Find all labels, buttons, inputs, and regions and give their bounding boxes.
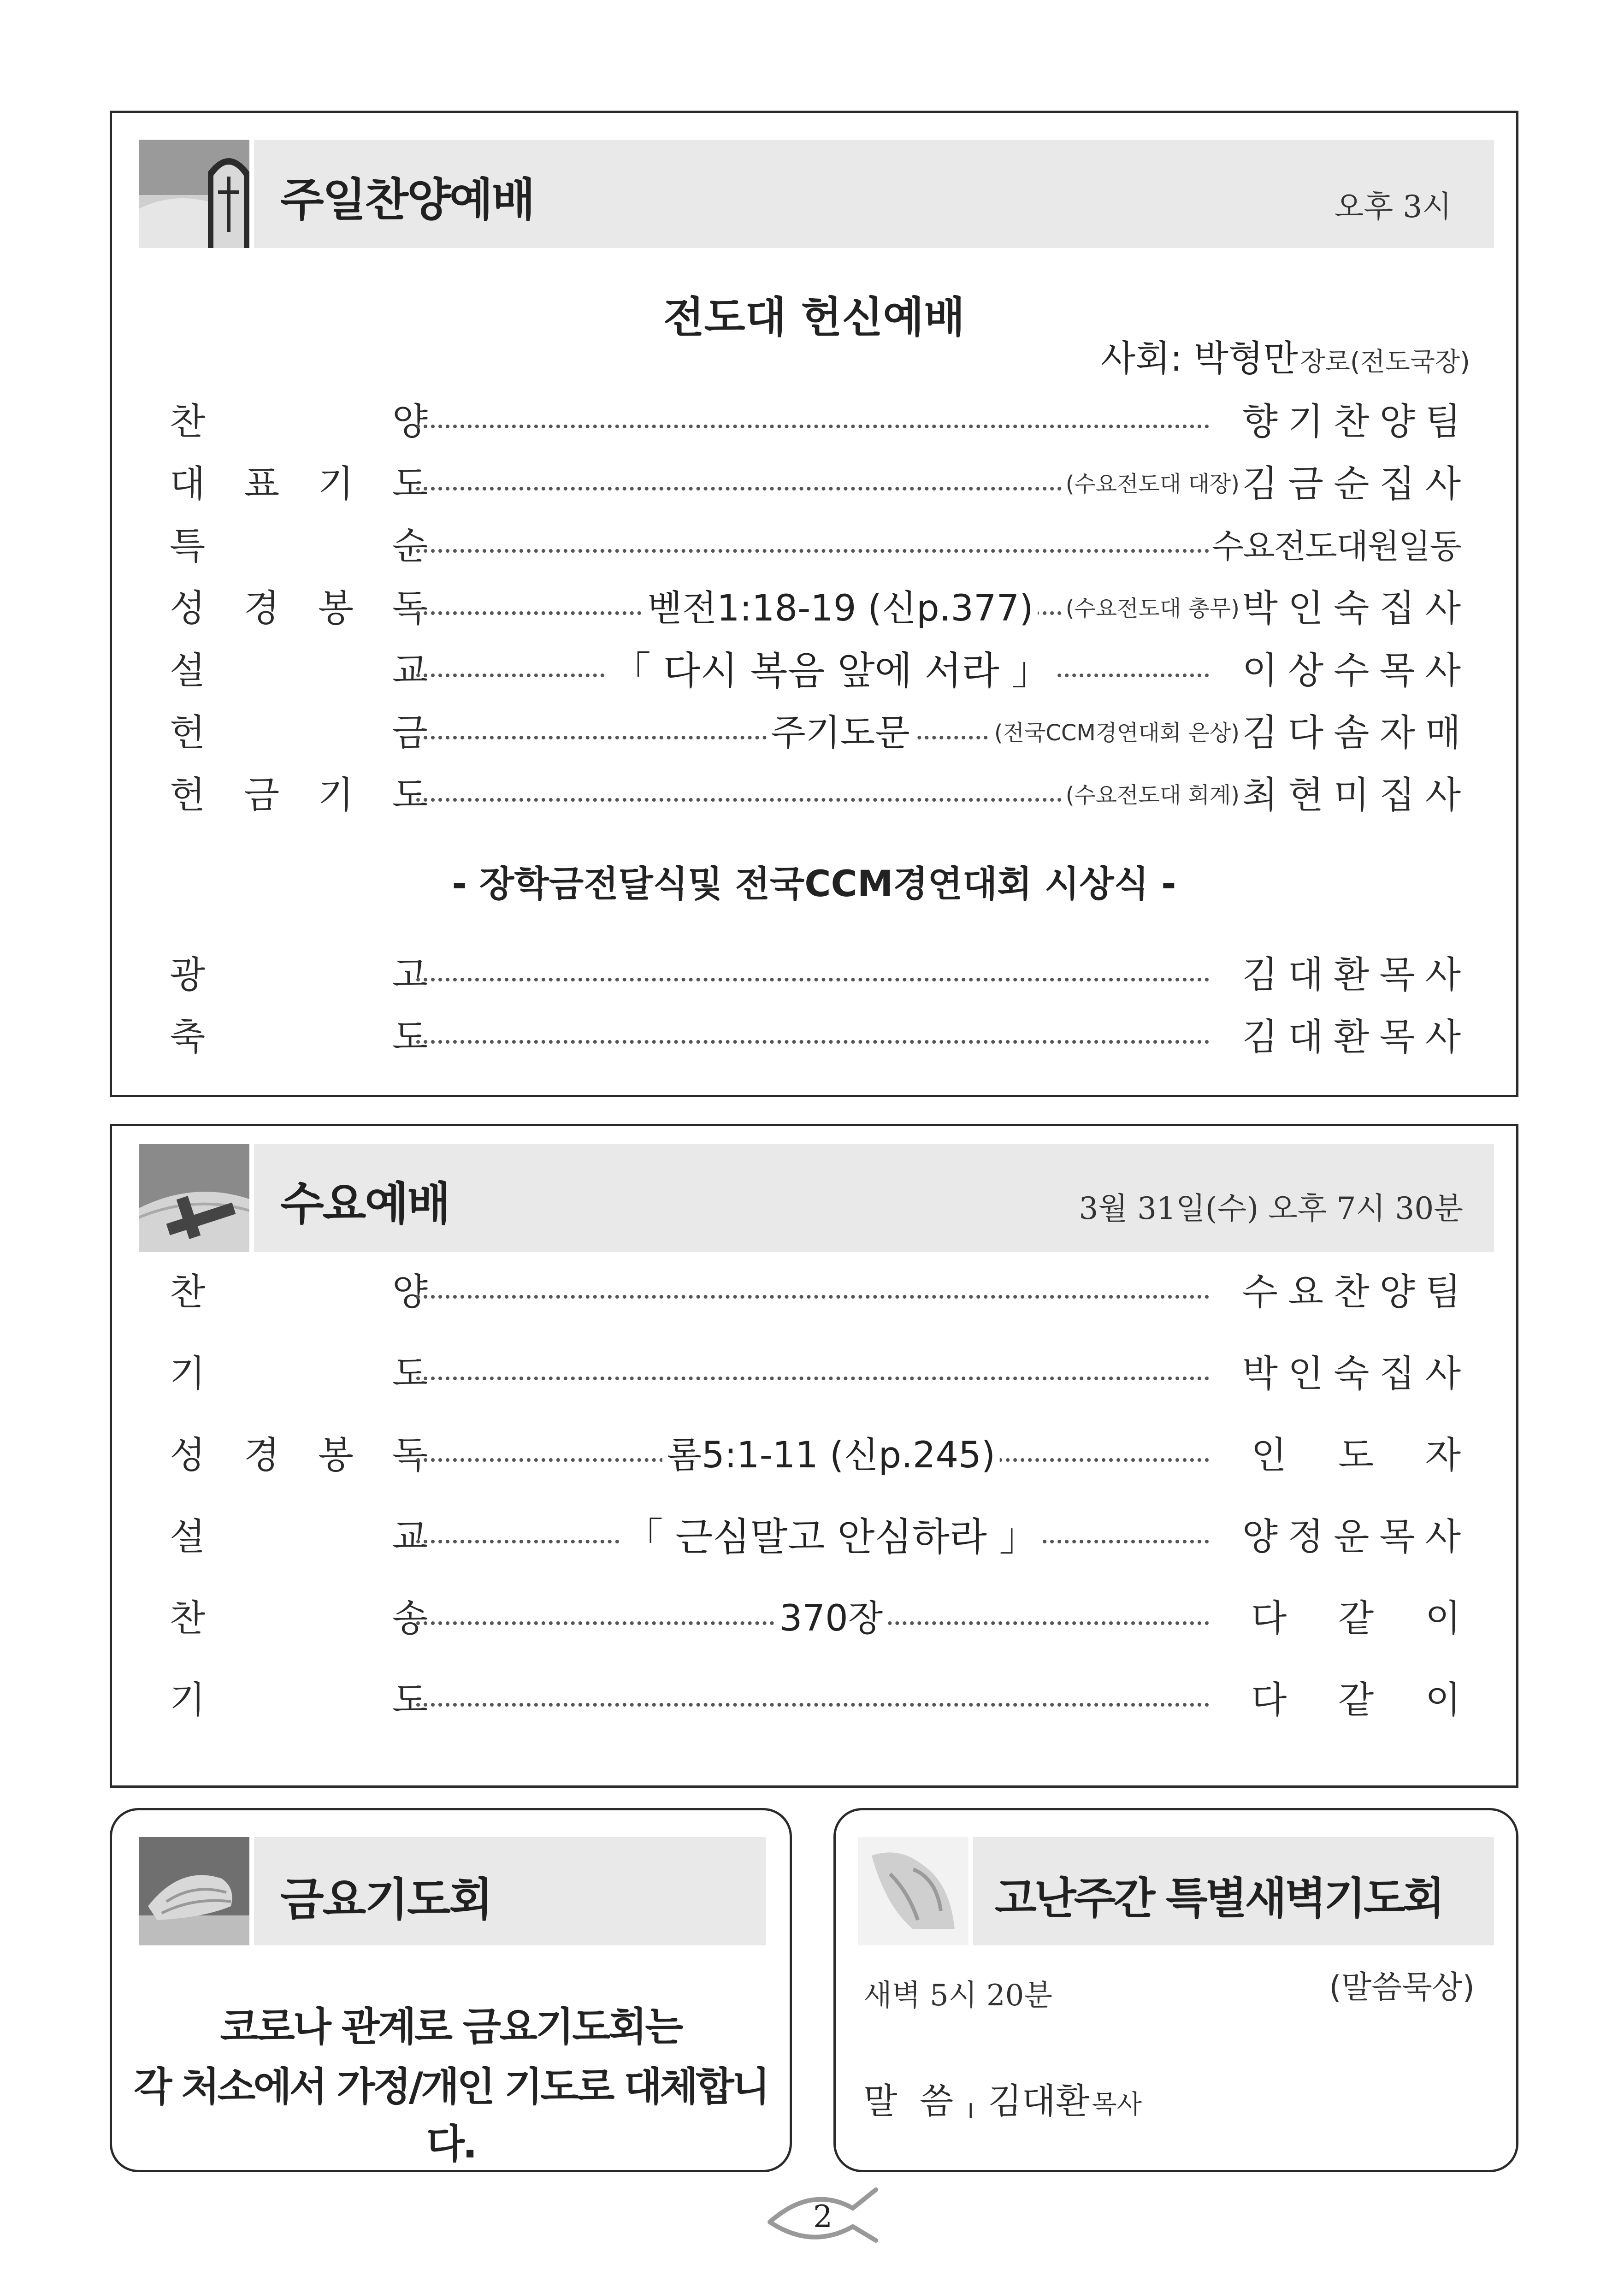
order-item-person: 김다솜자매 xyxy=(1242,711,1471,754)
order-item-person-char: 이 xyxy=(1425,1678,1461,1721)
order-item-label-char: 기 xyxy=(318,774,354,816)
order-row xyxy=(112,1509,1516,1565)
order-item-label-char: 찬 xyxy=(170,1597,206,1640)
order-row xyxy=(112,1591,1516,1646)
dot-leader xyxy=(416,1377,1209,1380)
order-item-person: 양정운목사 xyxy=(1242,1515,1471,1558)
order-item-label-char: 기 xyxy=(170,1678,206,1721)
order-row xyxy=(112,1010,1516,1065)
order-item-label xyxy=(170,519,428,574)
order-item-person: 이상수목사 xyxy=(1242,649,1471,692)
dawn-type: (말씀묵상) xyxy=(1329,1969,1475,2006)
dot-leader xyxy=(416,1040,1209,1044)
order-item-person xyxy=(1251,1672,1461,1728)
order-row xyxy=(112,519,1516,574)
order-item-label-char: 송 xyxy=(392,1597,428,1640)
order-item-person: 최현미집사 xyxy=(1242,774,1471,816)
friday-prayer-section xyxy=(110,1808,792,2172)
order-item-content: 「 다시 복음 앞에 서라 」 xyxy=(608,643,1055,698)
order-item-person-char: 인 xyxy=(1251,1434,1287,1477)
order-item-note: (전국CCM경연대회 은상) xyxy=(991,705,1240,761)
order-item-label-char: 독 xyxy=(392,1434,428,1477)
sunday-title: 주일찬양예배 xyxy=(280,174,534,226)
order-item-label xyxy=(170,1265,428,1320)
order-item-content: 벧전1:18-19 (신p.377) xyxy=(643,581,1038,636)
sunday-worship-section xyxy=(110,111,1518,1097)
order-item-label-char: 경 xyxy=(243,1434,280,1477)
order-row xyxy=(112,1428,1516,1483)
order-item-person: 수요찬양팀 xyxy=(1242,1271,1471,1313)
dot-leader xyxy=(416,1703,1209,1707)
order-row xyxy=(112,643,1516,698)
order-row xyxy=(112,456,1516,512)
dawn-speaker-role: 목사 xyxy=(1092,2090,1142,2120)
dot-leader xyxy=(416,1295,1209,1299)
order-item-label-char: 양 xyxy=(392,400,428,443)
order-item-label-char: 헌 xyxy=(170,774,206,816)
order-item-label-char: 성 xyxy=(170,1434,206,1477)
order-item-person-char: 이 xyxy=(1425,1597,1461,1640)
dot-leader xyxy=(416,425,1209,428)
order-item-label xyxy=(170,1010,428,1065)
order-item-label-char: 교 xyxy=(392,1515,428,1558)
order-item-person: 김대환목사 xyxy=(1242,1016,1471,1058)
page-number: 2 xyxy=(813,2199,833,2234)
sunday-host-label: 사회: 박형만 xyxy=(1100,338,1298,379)
praying-hands-photo-icon xyxy=(139,1837,249,1945)
friday-notice-line2: 각 처소에서 가정/개인 기도로 대체합니다. xyxy=(134,2064,768,2167)
order-item-label xyxy=(170,581,428,636)
ceremony-line: - 장학금전달식및 전국CCM경연대회 시상식 - xyxy=(452,863,1176,905)
order-item-label-char: 기 xyxy=(318,462,354,505)
order-item-person-char: 다 xyxy=(1251,1678,1287,1721)
order-item-content: 370장 xyxy=(775,1591,887,1646)
order-row xyxy=(112,581,1516,636)
order-item-label-char: 도 xyxy=(392,462,428,505)
window-cross-photo-icon xyxy=(139,140,249,248)
order-item-label-char: 축 xyxy=(170,1016,206,1058)
dawn-prayer-section xyxy=(833,1808,1518,2172)
order-item-label xyxy=(170,1428,428,1483)
order-item-label-char: 경 xyxy=(243,587,280,630)
order-item-label-char: 독 xyxy=(392,587,428,630)
order-item-label-char: 표 xyxy=(243,462,280,505)
order-item-label-char: 광 xyxy=(170,953,206,996)
dawn-separator: I xyxy=(968,2099,974,2123)
dawn-time: 새벽 5시 20분 xyxy=(863,1979,1053,2013)
order-item-label-char: 교 xyxy=(392,649,428,692)
sunday-host xyxy=(1101,330,1470,381)
dawn-speaker-label: 말 씀 xyxy=(863,2080,954,2122)
friday-notice-line1: 코로나 관계로 금요기도회는 xyxy=(220,2004,682,2050)
order-item-label xyxy=(170,768,428,823)
order-item-person: 박인숙집사 xyxy=(1242,1352,1471,1395)
wednesday-title: 수요예배 xyxy=(280,1178,449,1230)
order-item-label xyxy=(170,1509,428,1565)
dot-leader xyxy=(416,549,1209,553)
order-row xyxy=(112,947,1516,1003)
order-item-person-char: 자 xyxy=(1425,1434,1461,1477)
order-item-label-char: 순 xyxy=(392,525,428,567)
order-row xyxy=(112,705,1516,761)
order-item-label xyxy=(170,1672,428,1728)
order-item-label-char: 도 xyxy=(392,1678,428,1721)
order-item-label-char: 금 xyxy=(243,774,280,816)
order-item-person: 김대환목사 xyxy=(1242,953,1471,996)
friday-title: 금요기도회 xyxy=(280,1873,492,1926)
sunday-subtitle: 전도대 헌신예배 xyxy=(663,293,965,342)
order-item-label-char: 금 xyxy=(392,711,428,754)
order-item-person-char: 같 xyxy=(1338,1678,1374,1721)
order-item-label-char: 특 xyxy=(170,525,206,567)
order-item-note: (수요전도대 회계) xyxy=(1062,768,1240,823)
order-item-person xyxy=(1251,1591,1461,1646)
order-item-content: 주기도문 xyxy=(766,705,914,761)
order-item-note: (수요전도대 총무) xyxy=(1062,581,1240,636)
order-item-label-char: 찬 xyxy=(170,400,206,443)
dawn-speaker-name: 김대환 xyxy=(988,2080,1090,2122)
wednesday-time: 3월 31일(수) 오후 7시 30분 xyxy=(1079,1191,1463,1226)
sunday-time: 오후 3시 xyxy=(1334,189,1452,225)
order-item-label-char: 성 xyxy=(170,587,206,630)
dot-leader xyxy=(416,978,1209,981)
order-item-person: 박인숙집사 xyxy=(1242,587,1471,630)
order-item-note: (수요전도대 대장) xyxy=(1062,456,1240,512)
order-item-person-char: 도 xyxy=(1338,1434,1374,1477)
order-item-person: 향기찬양팀 xyxy=(1242,400,1471,443)
order-item-label xyxy=(170,456,428,512)
order-item-person-char: 다 xyxy=(1251,1597,1287,1640)
order-item-label xyxy=(170,947,428,1003)
order-item-label xyxy=(170,1591,428,1646)
folded-hands-photo-icon xyxy=(858,1837,968,1945)
page-number-badge xyxy=(761,2181,885,2250)
order-item-content: 「 근심말고 안심하라 」 xyxy=(620,1509,1042,1565)
order-row xyxy=(112,1265,1516,1320)
order-item-label-char: 설 xyxy=(170,649,206,692)
order-item-label-char: 도 xyxy=(392,1016,428,1058)
order-item-label-char: 고 xyxy=(392,953,428,996)
order-item-label xyxy=(170,1346,428,1401)
dawn-speaker xyxy=(863,2073,1142,2123)
order-item-label-char: 기 xyxy=(170,1352,206,1395)
order-row xyxy=(112,1346,1516,1401)
wednesday-worship-section xyxy=(110,1124,1518,1788)
order-item-person: 김금순집사 xyxy=(1242,462,1471,505)
order-item-content: 롬5:1-11 (신p.245) xyxy=(662,1428,1000,1483)
order-item-label xyxy=(170,643,428,698)
order-item-label xyxy=(170,394,428,449)
order-item-label-char: 설 xyxy=(170,1515,206,1558)
sunday-host-role: 장로(전도국장) xyxy=(1300,347,1470,377)
order-row xyxy=(112,1672,1516,1728)
dawn-title: 고난주간 특별새벽기도회 xyxy=(995,1873,1443,1924)
order-item-label-char: 도 xyxy=(392,774,428,816)
order-item-person xyxy=(1251,1428,1461,1483)
order-item-label-char: 봉 xyxy=(318,1434,354,1477)
order-item-label-char: 헌 xyxy=(170,711,206,754)
order-item-person: 수요전도대원일동 xyxy=(1211,527,1461,566)
order-item-label-char: 대 xyxy=(170,462,206,505)
order-row xyxy=(112,394,1516,449)
order-item-label-char: 양 xyxy=(392,1271,428,1313)
order-item-label-char: 도 xyxy=(392,1352,428,1395)
order-item-label-char: 봉 xyxy=(318,587,354,630)
order-row xyxy=(112,768,1516,823)
order-item-label xyxy=(170,705,428,761)
cross-on-bible-photo-icon xyxy=(139,1144,249,1252)
order-item-person-char: 같 xyxy=(1338,1597,1374,1640)
order-item-label-char: 찬 xyxy=(170,1271,206,1313)
